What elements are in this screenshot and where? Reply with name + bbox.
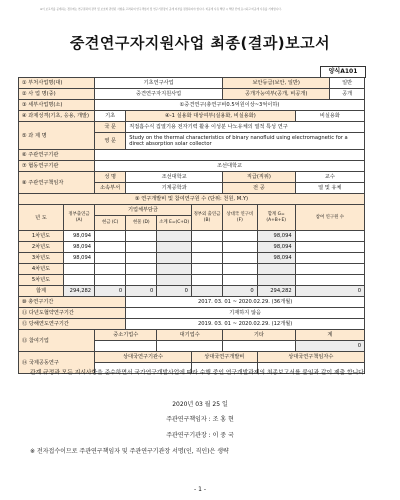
budget-gov: 98,094 xyxy=(63,242,94,253)
r3-value: ①중견연구(총연구비0.5억원이상~3억이하) xyxy=(95,100,365,111)
r4-practical-label: ④-1 실용화 대상여부(실용화, 비실용화) xyxy=(126,111,295,122)
budget-year-header: 년 도 xyxy=(19,205,64,231)
r13-other-label: 기타 xyxy=(223,330,296,341)
r14-col1: 상대국연구기관수 xyxy=(95,352,192,363)
budget-total: 98,094 xyxy=(257,231,295,242)
r7-value: 조선대학교 xyxy=(95,161,365,172)
r10-value: 2017. 03. 01 ~ 2020.02.29. (36개월) xyxy=(126,297,365,308)
budget-col-local: 정부외 출연금 (B) xyxy=(191,205,222,231)
r4-value: 기초 xyxy=(95,111,126,122)
r8-dept-value: 기계공학과 xyxy=(126,183,223,194)
budget-col-researchers: 참여 연구원 수 xyxy=(295,205,364,231)
budget-gov xyxy=(63,264,94,275)
r13-total-value: 0 xyxy=(295,341,364,352)
page-title: 중견연구자지원사업 최종(결과)보고서 xyxy=(69,34,331,52)
r8-major-value: 열 및 유체 xyxy=(295,183,364,194)
budget-company-group: 기업체부담금 xyxy=(95,205,192,216)
r14-label: ⑭ 국제공동연구 xyxy=(19,352,95,374)
r5-korean-label: 국 문 xyxy=(95,122,126,133)
r8-rank-value: 교수 xyxy=(295,172,364,183)
r11-value: 기재하지 않음 xyxy=(126,308,365,319)
r13-large-label: 대기업수 xyxy=(157,330,223,341)
budget-col-cash: 현금 (C) xyxy=(95,216,126,231)
page-number: - 1 - xyxy=(194,486,206,493)
r2-public-value: 공개 xyxy=(330,89,365,100)
r12-value: 2019. 03. 01 ~ 2020.02.29. (12개월) xyxy=(126,319,365,330)
r13-label: ⑬ 참여기업 xyxy=(19,330,95,352)
budget-year: 2차년도 xyxy=(19,242,64,253)
budget-sum-cash: 0 xyxy=(95,286,126,297)
budget-sum-researchers: 0 xyxy=(295,286,364,297)
budget-year: 4차년도 xyxy=(19,264,64,275)
r6-value xyxy=(95,150,365,161)
r8-rank-label: 직급(직위) xyxy=(223,172,296,183)
disclosure-note: ※이 보고서를 공개하는 경우에는 연구결과의 관리 및 보호와 관련된 사항을 고려하여 연구책임자 및 연구기관장이 공개 여부를 결정하여야 합니다. 비공개 사유 해당 시 해당 칸에 표시하고 비공개 사유를 기재합니다. xyxy=(40,8,282,11)
r8-name-value: 조선대학교 xyxy=(126,172,223,183)
r3-label: ③ 세부사업명(소) xyxy=(19,100,95,111)
budget-gov: 98,094 xyxy=(63,231,94,242)
budget-sum-inkind: 0 xyxy=(126,286,157,297)
r13-total-label: 계 xyxy=(295,330,364,341)
r10-label: ⑩ 총연구기간 xyxy=(19,297,126,308)
budget-sum-sub: 0 xyxy=(157,286,192,297)
principal-investigator-sign: 주관연구책임자 : 조 홍 현 xyxy=(166,416,234,423)
r8-dept-label: 소속부서 xyxy=(95,183,126,194)
budget-col-other: 상대국 연구비 (F) xyxy=(223,205,258,231)
r1-label: ① 부처사업명(대) xyxy=(19,78,95,89)
r7-label: ⑦ 협동연구기관 xyxy=(19,161,95,172)
budget-sum-label: 합계 xyxy=(19,286,64,297)
form-code-badge: 양식A101 xyxy=(320,66,366,78)
report-form-table xyxy=(18,77,365,374)
budget-col-gov: 정부출연금 (A) xyxy=(63,205,94,231)
r8-name-label: 성 명 xyxy=(95,172,126,183)
budget-total: 98,094 xyxy=(257,253,295,264)
r5-korean-title: 직접흡수식 집열기용 전자기력 활용 이성분 나노유체의 열적 특성 연구 xyxy=(126,122,365,133)
r1-security-value: 일반 xyxy=(330,78,365,89)
budget-gov xyxy=(63,275,94,286)
budget-sum-gov: 294,282 xyxy=(63,286,94,297)
budget-col-subtotal: 소계 E=(C+D) xyxy=(157,216,192,231)
r8-major-label: 전 공 xyxy=(223,183,296,194)
budget-title: ⑨ 연구개발비 및 참여연구원 수 (단위: 천원, M.Y) xyxy=(19,194,365,205)
budget-year: 5차년도 xyxy=(19,275,64,286)
r4-label: ④ 과제성격(기초, 응용, 개발) xyxy=(19,111,95,122)
electronic-submission-note: ※ 전자접수이므로 주관연구책임자 및 주관연구기관장 서명(인, 직인)은 생략 xyxy=(30,448,229,455)
r4-practical-value: 비실용화 xyxy=(295,111,364,122)
r12-label: ⑫ 당해연도연구기간 xyxy=(19,319,126,330)
budget-col-total: 합계 G=(A+B+E) xyxy=(257,205,295,231)
submission-date: 2020년 03 월 25 일 xyxy=(172,401,228,408)
r5-english-title: Study on the thermal characteristics of binary nanofluid using electromagnetic for a direct absorption solar collector xyxy=(126,133,365,150)
r1-security-label: 보안등급(보안, 일반) xyxy=(223,78,330,89)
budget-year: 1차년도 xyxy=(19,231,64,242)
r8-label: ⑧ 주관연구책임자 xyxy=(19,172,95,194)
r2-public-label: 공개가능여부(공개, 비공개) xyxy=(223,89,330,100)
budget-total xyxy=(257,264,295,275)
budget-total xyxy=(257,275,295,286)
budget-col-inkind: 현물 (D) xyxy=(126,216,157,231)
r14-col3: 상대국연구책임자수 xyxy=(257,352,364,363)
budget-sum-total: 294,282 xyxy=(257,286,295,297)
r1-value: 기초연구사업 xyxy=(95,78,223,89)
budget-sum-local xyxy=(191,286,222,297)
submission-statement: 관계 규정과 모든 지시사항을 준수하면서 국가연구개발사업에 따라 수행 중인 연구개발과제의 최종보고서를 붙임과 같이 제출 합니다. xyxy=(30,370,366,376)
r2-label: ② 사 업 명(중) xyxy=(19,89,95,100)
r13-sme-label: 중소기업수 xyxy=(95,330,157,341)
budget-gov: 98,094 xyxy=(63,253,94,264)
r2-value: 중견연구자지원사업 xyxy=(95,89,223,100)
r14-col2: 상대국연구개발비 xyxy=(191,352,257,363)
r5-english-label: 영 문 xyxy=(95,133,126,150)
budget-year: 3차년도 xyxy=(19,253,64,264)
budget-sum-other: 0 xyxy=(223,286,258,297)
r5-label: ⑤ 과 제 명 xyxy=(19,122,95,150)
budget-total: 98,094 xyxy=(257,242,295,253)
r6-label: ⑥ 주관연구기관 xyxy=(19,150,95,161)
r11-label: ⑪ 다년도협약연구기간 xyxy=(19,308,126,319)
institution-head-sign: 주관연구기관장 : 이 중 국 xyxy=(166,432,234,439)
